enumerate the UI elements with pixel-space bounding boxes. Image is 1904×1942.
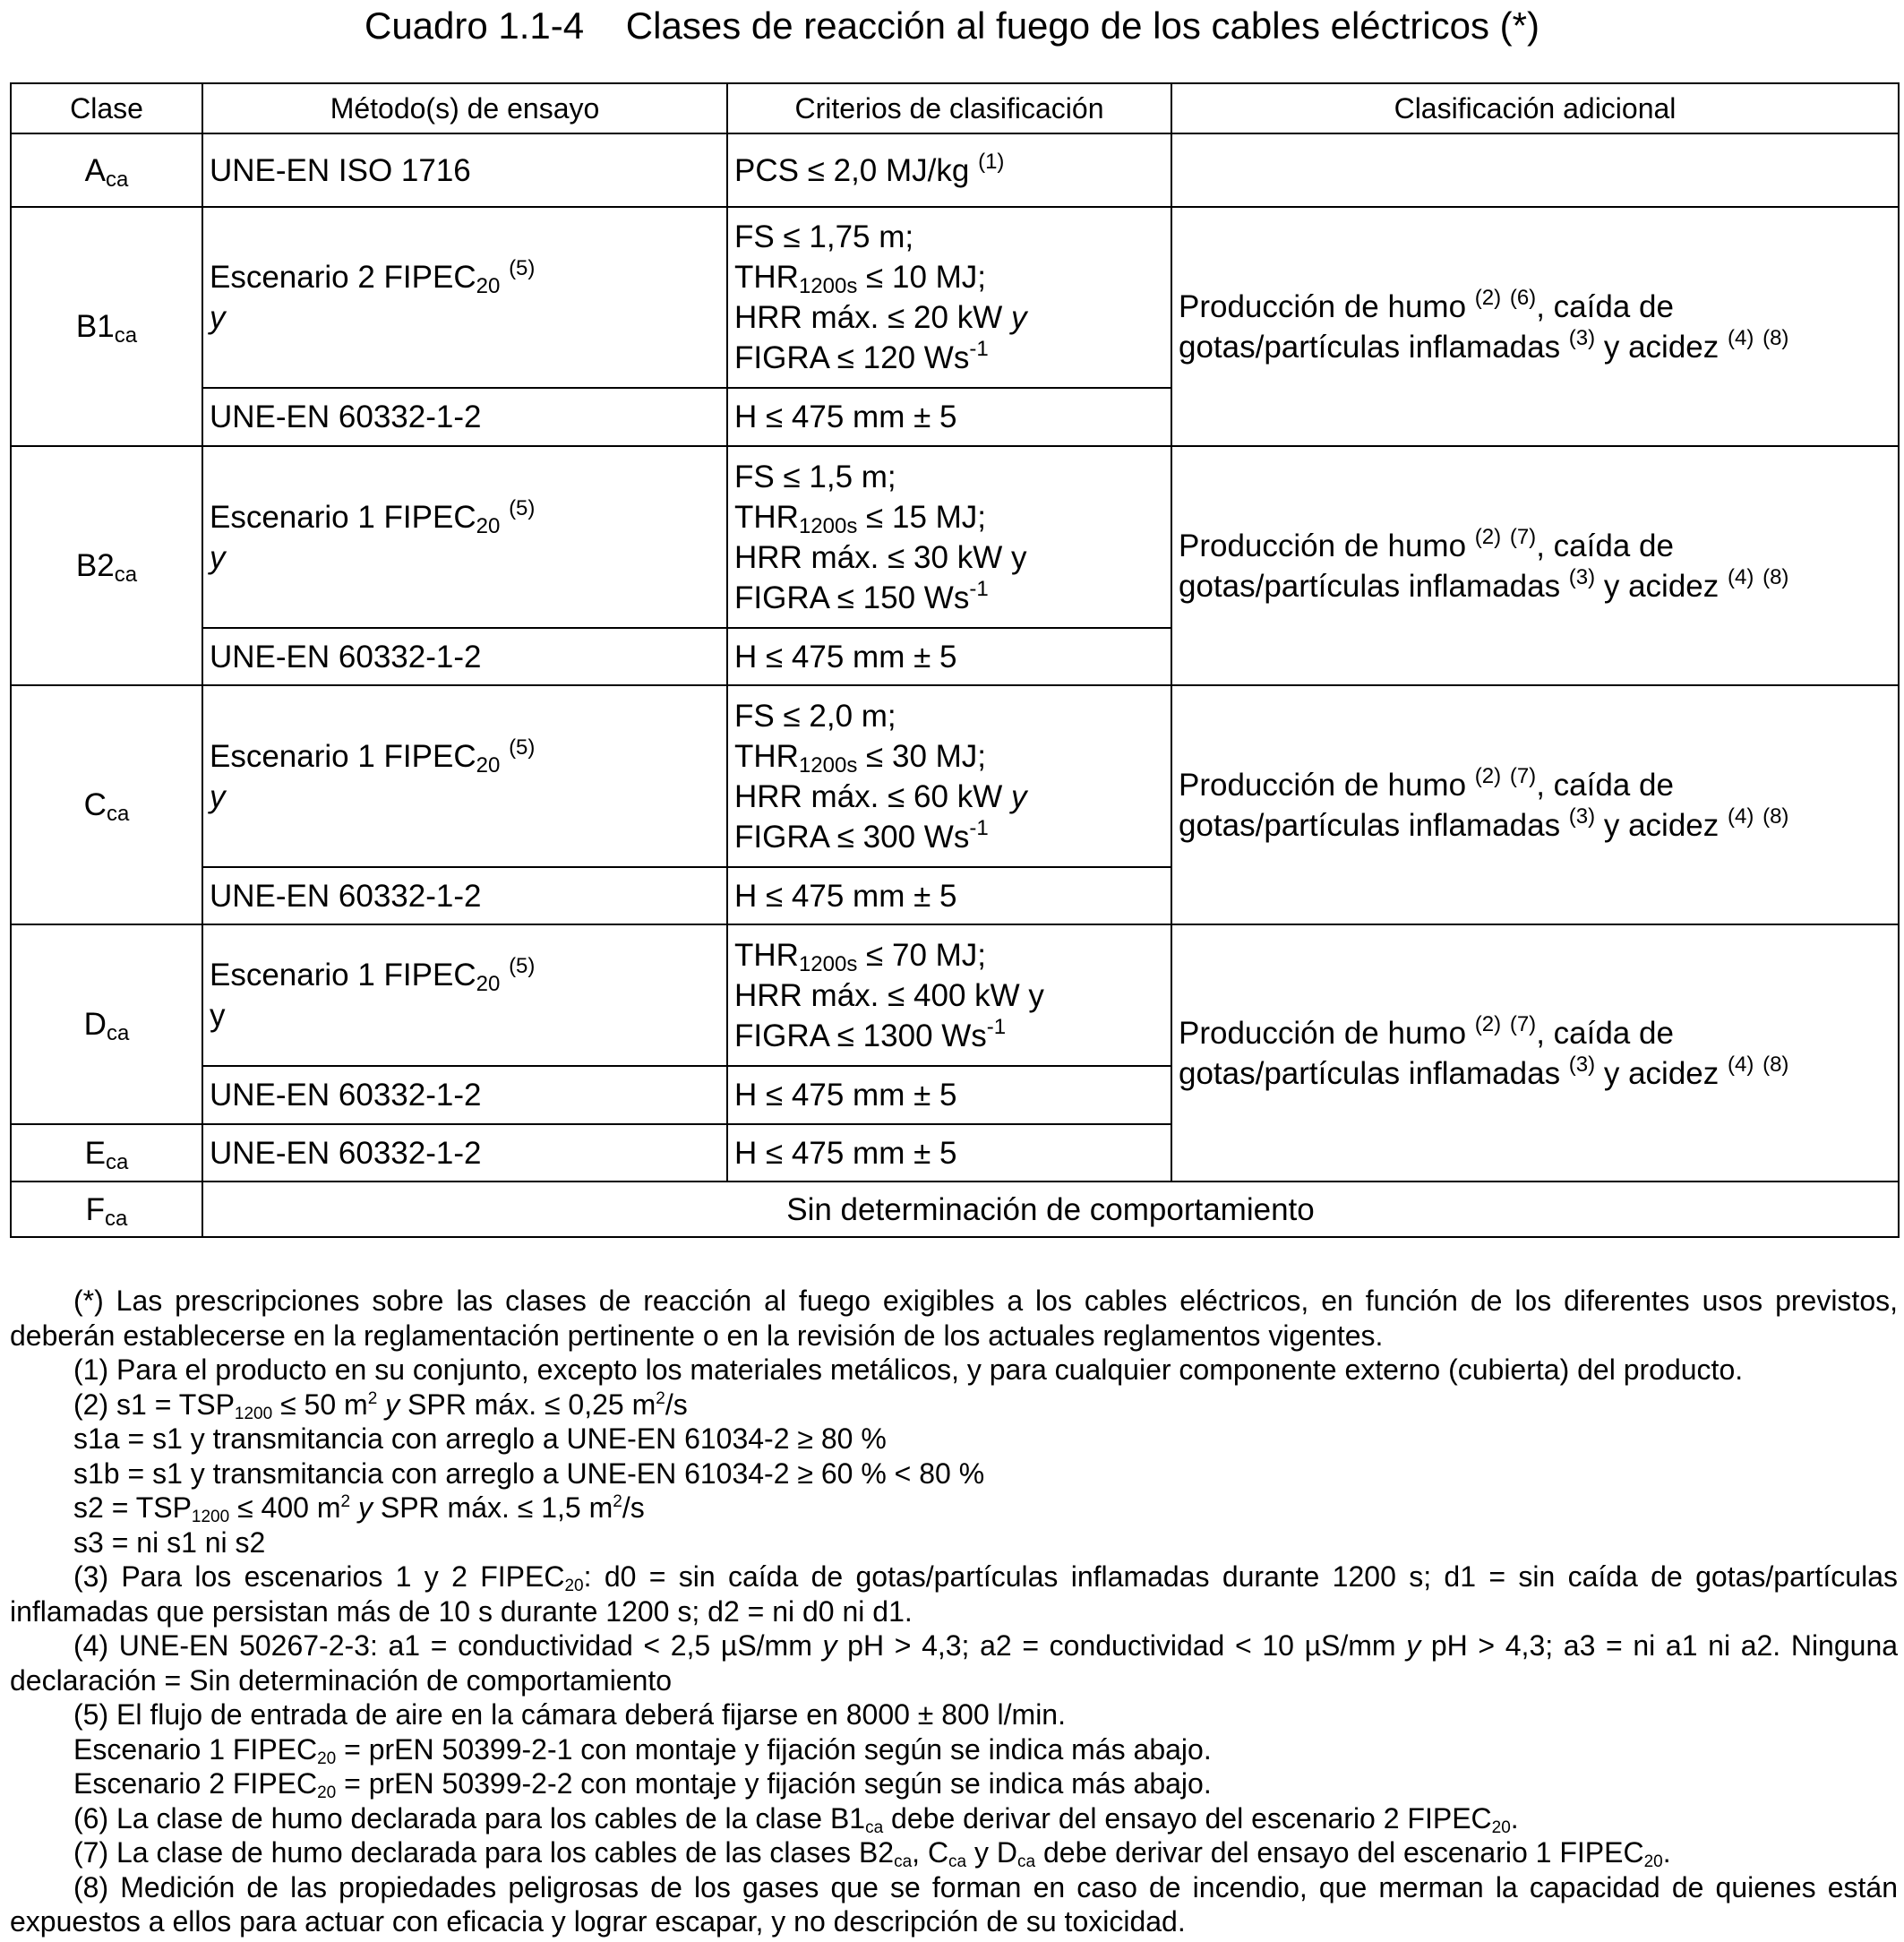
note-escenario-2: Escenario 2 FIPEC20 = prEN 50399-2-2 con montaje y fijación según se indica más abajo. [73, 1767, 1212, 1802]
method-dca-esc1: Escenario 1 $FIPEC_{20}$ $^{(5)}$ y [202, 924, 727, 1066]
footnotes [10, 1284, 1898, 1939]
criteria-b2ca-h: H ≤ 475 mm ± 5 [727, 628, 1171, 685]
table-caption: Cuadro 1.1-4 Clases de reacción al fuego de los cables eléctricos (*) [364, 4, 1539, 47]
note-4: (4) UNE-EN 50267-2-3: a1 = conductividad < 2,5 µS/mm y pH > 4,3; a2 = conductividad < 10 µS/mm y pH > 4,3; a3 = ni a1 ni a2. Ninguna declaración = Sin determinación de comportamiento [10, 1629, 1899, 1697]
note-3: (3) Para los escenarios 1 y 2 FIPEC20: d0 = sin caída de gotas/partículas inflamadas durante 1200 s; d1 = sin caída de gotas/partículas inflamadas que persistan más de 10 s durante 1200 s; d2 = ni d0 ni d1. [10, 1560, 1899, 1628]
header-criterios: Criterios de clasificación [727, 83, 1171, 133]
note-star: (*) Las prescripciones sobre las clases de reacción al fuego exigibles a los cables eléctricos, en función de los diferentes usos previstos, deberán establecerse en la reglamentación pertinente o en la revisión de los actuales reglamentos vigentes. [10, 1285, 1898, 1352]
note-7: (7) La clase de humo declarada para los cables de las clases B2ca, Cca y Dca debe derivar del ensayo del escenario 1 FIPEC20. [73, 1836, 1671, 1871]
method-cca-esc1: Escenario 1 $FIPEC_{20}$ $^{(5)}$ y [202, 685, 727, 867]
note-escenario-1: Escenario 1 FIPEC20 = prEN 50399-2-1 con montaje y fijación según se indica más abajo. [73, 1732, 1212, 1768]
additional-aca [1171, 133, 1899, 207]
additional-cca: Producción de humo $^{(2)}$ $^{(7)}$, caída de gotas/partículas inflamadas $^{(3)}$ y acidez $^{(4)}$ $^{(8)}$ [1171, 685, 1899, 924]
row-dca [11, 924, 1899, 1066]
note-s1a: s1a = s1 y transmitancia con arreglo a UNE-EN 61034-2 ≥ 80 % [73, 1422, 887, 1455]
criteria-dca: $THR_{1200s} \le 70$ MJ; HRR máx. ≤ 400 kW y FIGRA ≤ 1300 $Ws^{-1}$ [727, 924, 1171, 1066]
class-eca: $E_{ca}$ [11, 1124, 202, 1182]
method-aca: UNE-EN ISO 1716 [202, 133, 727, 207]
note-1: (1) Para el producto en su conjunto, excepto los materiales metálicos, y para cualquier componente externo (cubierta) del producto. [73, 1353, 1744, 1386]
class-dca: $D_{ca}$ [11, 924, 202, 1124]
note-s2: s2 = TSP1200 ≤ 400 $m^2$ y SPR máx. ≤ 1,5 $m^2/s$ [73, 1491, 645, 1526]
note-s3: s3 = ni s1 ni s2 [73, 1525, 266, 1559]
additional-b2ca: Producción de humo $^{(2)}$ $^{(7)}$, caída de gotas/partículas inflamadas $^{(3)}$ y acidez $^{(4)}$ $^{(8)}$ [1171, 446, 1899, 685]
method-b1ca-esc2: Escenario 2 $FIPEC_{20}$ $^{(5)}$ y [202, 207, 727, 388]
header-adicional: Clasificación adicional [1171, 83, 1899, 133]
row-aca [11, 133, 1899, 207]
additional-b1ca: Producción de humo $^{(2)}$ $^{(6)}$, caída de gotas/partículas inflamadas $^{(3)}$ y acidez $^{(4)}$ $^{(8)}$ [1171, 207, 1899, 446]
class-b2ca: $B2_{ca}$ [11, 446, 202, 685]
row-fca [11, 1182, 1899, 1237]
table-header-row [11, 83, 1899, 133]
fire-classes-table [10, 82, 1900, 1238]
note-6: (6) La clase de humo declarada para los cables de la clase B1ca debe derivar del ensayo del escenario 2 FIPEC20. [73, 1801, 1519, 1837]
criteria-eca-h: H ≤ 475 mm ± 5 [727, 1124, 1171, 1182]
note-2: (2) s1 = TSP1200 ≤ 50 $m^2$ y SPR máx. ≤ 0,25 $m^2/s$ [73, 1388, 688, 1423]
method-dca-une: UNE-EN 60332-1-2 [202, 1066, 727, 1124]
note-5: (5) El flujo de entrada de aire en la cámara deberá fijarse en 8000 ± 800 l/min. [73, 1698, 1066, 1731]
class-fca: $F_{ca}$ [11, 1182, 202, 1237]
note-s1b: s1b = s1 y transmitancia con arreglo a UNE-EN 61034-2 ≥ 60 % < 80 % [73, 1456, 985, 1490]
criteria-cca-h: H ≤ 475 mm ± 5 [727, 867, 1171, 924]
criteria-b2ca: FS ≤ 1,5 m; $THR_{1200s} \le 15$ MJ; HRR máx. ≤ 30 kW y FIGRA ≤ 150 $Ws^{-1}$ [727, 446, 1171, 628]
row-cca [11, 685, 1899, 867]
note-8: (8) Medición de las propiedades peligrosas de los gases que se forman en caso de incendio, que merman la capacidad de quienes están expuestos a ellos para actuar con eficacia y lograr escapar, y no descripción de su toxicidad. [10, 1870, 1898, 1938]
method-eca-une: UNE-EN 60332-1-2 [202, 1124, 727, 1182]
row-b1ca [11, 207, 1899, 388]
additional-dca-eca: Producción de humo $^{(2)}$ $^{(7)}$, caída de gotas/partículas inflamadas $^{(3)}$ y acidez $^{(4)}$ $^{(8)}$ [1171, 924, 1899, 1182]
criteria-dca-h: H ≤ 475 mm ± 5 [727, 1066, 1171, 1124]
fca-no-determination: Sin determinación de comportamiento [202, 1182, 1899, 1237]
criteria-b1ca: FS ≤ 1,75 m; $THR_{1200s} \le 10$ MJ; HRR máx. ≤ 20 kW y FIGRA ≤ 120 $Ws^{-1}$ [727, 207, 1171, 388]
header-clase: Clase [11, 83, 202, 133]
method-cca-une: UNE-EN 60332-1-2 [202, 867, 727, 924]
criteria-aca: PCS ≤ 2,0 MJ/kg $^{(1)}$ [727, 133, 1171, 207]
class-cca: $C_{ca}$ [11, 685, 202, 924]
method-b2ca-une: UNE-EN 60332-1-2 [202, 628, 727, 685]
header-metodo: Método(s) de ensayo [202, 83, 727, 133]
criteria-b1ca-h: H ≤ 475 mm ± 5 [727, 388, 1171, 446]
criteria-cca: FS ≤ 2,0 m; $THR_{1200s} \le 30$ MJ; HRR máx. ≤ 60 kW y FIGRA ≤ 300 $Ws^{-1}$ [727, 685, 1171, 867]
method-b1ca-une: UNE-EN 60332-1-2 [202, 388, 727, 446]
class-aca: $A_{ca}$ [11, 133, 202, 207]
method-b2ca-esc1: Escenario 1 $FIPEC_{20}$ $^{(5)}$ y [202, 446, 727, 628]
class-b1ca: $B1_{ca}$ [11, 207, 202, 446]
row-b2ca [11, 446, 1899, 628]
